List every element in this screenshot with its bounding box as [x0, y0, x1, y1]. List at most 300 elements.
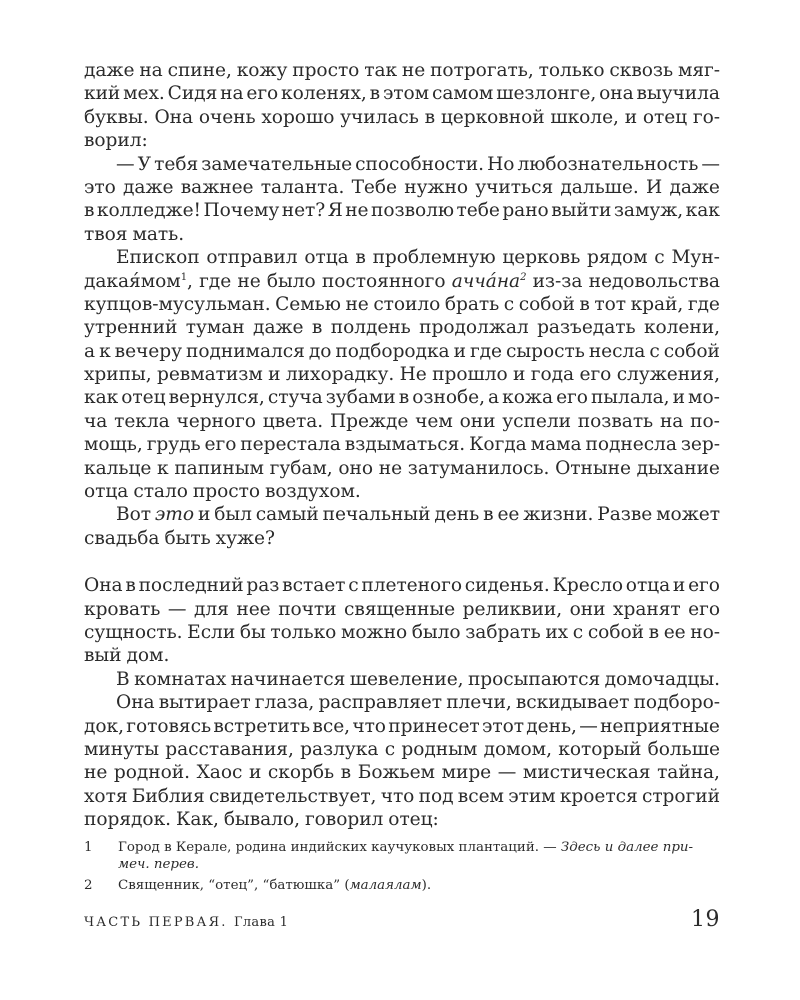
- footnote-ref: 1: [180, 271, 188, 283]
- word: нее: [236, 598, 271, 620]
- word: $ачча́на^2$: [451, 270, 527, 292]
- word: нужно: [404, 176, 469, 198]
- word: тебя: [154, 153, 199, 175]
- word: этом: [382, 83, 430, 105]
- word: в: [340, 762, 352, 784]
- word: Епископ: [116, 247, 200, 269]
- word: шезлонге,: [496, 83, 597, 105]
- word: собой: [587, 621, 644, 643]
- word: не: [345, 293, 369, 315]
- word: домом,: [483, 738, 552, 760]
- word: в: [483, 504, 494, 526]
- part-title: ЧАСТЬ ПЕРВАЯ.: [84, 915, 228, 930]
- word: хуже?: [215, 527, 275, 549]
- word: ознобе,: [412, 387, 485, 409]
- word: ворил:: [84, 130, 148, 152]
- word: даже: [84, 60, 135, 81]
- word: отец:: [388, 809, 439, 831]
- word: мощь,: [84, 434, 143, 456]
- word: его: [688, 575, 720, 597]
- word: а: [488, 387, 500, 409]
- word: позвать: [577, 410, 654, 432]
- word: говорил: [304, 809, 384, 831]
- word: и: [624, 106, 638, 128]
- word: колени,: [643, 317, 720, 339]
- word: кожу: [236, 60, 288, 81]
- word: отца: [625, 575, 671, 597]
- word: Разве: [597, 504, 653, 526]
- footnotes: [84, 839, 720, 894]
- word: док,: [84, 715, 124, 737]
- word: Сидя: [167, 83, 218, 105]
- word: к: [157, 457, 169, 479]
- word: Когда: [469, 434, 527, 456]
- word: и: [453, 340, 466, 362]
- word: домочадцы.: [604, 668, 720, 690]
- word: его: [579, 364, 612, 386]
- word: в: [398, 387, 410, 409]
- word: выйти: [551, 200, 612, 222]
- word: тот: [594, 293, 627, 315]
- word: поднимался: [185, 340, 305, 362]
- word: важнее: [180, 176, 254, 198]
- chapter-title: Глава 1: [233, 915, 289, 930]
- word: к: [99, 340, 111, 362]
- word: с: [348, 575, 359, 597]
- word: на: [659, 410, 684, 432]
- word: стало: [133, 481, 188, 503]
- word: стуча: [267, 387, 323, 409]
- word: кожа: [502, 387, 553, 409]
- text-line: [84, 223, 720, 246]
- word: продолжал: [419, 317, 529, 339]
- footnote-translator-note: Здесь и далее при-: [560, 840, 694, 855]
- word: разлука: [300, 738, 379, 760]
- word: зубами: [325, 387, 396, 409]
- word: —: [579, 715, 598, 737]
- word: в: [84, 200, 95, 222]
- word: бы: [239, 621, 266, 643]
- word: его: [556, 387, 588, 409]
- word: свидетельствует,: [208, 785, 377, 807]
- word: а: [84, 340, 96, 362]
- word: просто: [192, 481, 260, 503]
- word: просто: [292, 60, 360, 81]
- word: и: [248, 762, 262, 784]
- word: не: [84, 762, 108, 784]
- footnote-text-end: ).: [421, 878, 432, 893]
- word: Прежде: [329, 410, 409, 432]
- word: хрипы,: [84, 364, 152, 386]
- word: Тебе: [351, 176, 397, 198]
- word: —: [167, 598, 187, 620]
- word: и: [672, 575, 686, 597]
- word: в: [579, 293, 590, 315]
- word: дальше.: [560, 176, 639, 198]
- word: затуманилось.: [407, 457, 550, 479]
- text-line: [84, 574, 720, 597]
- word: несла: [588, 340, 646, 362]
- word: даже: [253, 317, 304, 339]
- word: рано: [502, 200, 549, 222]
- text-line: [84, 270, 720, 293]
- word: и: [513, 364, 526, 386]
- text-line: [84, 785, 720, 808]
- word: года: [530, 364, 575, 386]
- word: все,: [312, 715, 351, 737]
- word: встает: [282, 575, 346, 597]
- footnote-2: [84, 877, 720, 894]
- word: почти: [278, 598, 337, 620]
- word: перестала: [240, 434, 341, 456]
- word: это: [154, 504, 195, 526]
- word: последний: [138, 575, 244, 597]
- word: реликвии,: [462, 598, 563, 620]
- word: с: [649, 340, 660, 362]
- word: пылала,: [590, 387, 670, 409]
- word: Библия: [131, 785, 205, 807]
- word: Она: [116, 692, 155, 714]
- word: с: [572, 621, 584, 643]
- text-line: [84, 527, 720, 550]
- word: этот: [481, 715, 524, 737]
- word: кроется: [559, 785, 638, 807]
- word: лихорадку.: [285, 364, 395, 386]
- word: на: [139, 60, 163, 81]
- word: просыпаются: [467, 668, 601, 690]
- word: скорбь: [267, 762, 335, 784]
- word: родным: [401, 738, 478, 760]
- word: который: [558, 738, 642, 760]
- word: Вот: [116, 504, 151, 526]
- word: училась: [340, 106, 419, 128]
- text-line: [84, 503, 720, 526]
- word: В: [116, 668, 130, 690]
- text-line: [84, 410, 720, 433]
- word: по-: [690, 410, 720, 432]
- word: как: [685, 200, 720, 222]
- text-line: [84, 106, 720, 129]
- text-line: [84, 129, 720, 152]
- word: минуты: [84, 738, 159, 760]
- word: и: [672, 387, 685, 409]
- word: как: [84, 387, 119, 409]
- word: мистическая: [522, 762, 651, 784]
- word: всем: [457, 785, 504, 807]
- word: где: [199, 270, 232, 292]
- word: чем: [415, 410, 453, 432]
- word: в: [369, 83, 381, 105]
- word: подборо-: [633, 692, 720, 714]
- word: отца: [84, 481, 129, 503]
- word: где: [687, 293, 720, 315]
- word: хотя: [84, 785, 128, 807]
- word: собой: [518, 293, 575, 315]
- word: они: [459, 410, 496, 432]
- word: спине,: [167, 60, 232, 81]
- word: замуж,: [613, 200, 684, 222]
- word: в: [311, 317, 323, 339]
- word: недовольства: [588, 270, 720, 292]
- word: дакая́мом$^1$,: [84, 270, 193, 292]
- word: хранят: [613, 598, 681, 620]
- word: У: [137, 153, 152, 175]
- word: свадьба: [84, 527, 160, 549]
- word: быть: [164, 527, 211, 549]
- word: не: [401, 60, 426, 81]
- word: только: [270, 621, 337, 643]
- word: хорошо: [261, 106, 335, 128]
- text-line: [84, 176, 720, 199]
- word: плетеного: [361, 575, 462, 597]
- text-line: [84, 293, 720, 316]
- word: вернулся,: [168, 387, 265, 409]
- word: Я: [327, 200, 343, 222]
- word: порядок.: [84, 809, 171, 831]
- word: ее: [663, 621, 686, 643]
- text-line: [84, 598, 720, 621]
- word: любознательность: [517, 153, 699, 175]
- word: церковной: [440, 106, 545, 128]
- word: Мун-: [671, 247, 720, 269]
- word: самом: [431, 83, 494, 105]
- word: го-: [692, 106, 720, 128]
- word: шевеление,: [349, 668, 464, 690]
- text-line: [84, 82, 720, 105]
- word: дом.: [126, 645, 170, 667]
- word: очень: [198, 106, 256, 128]
- footnote-1: [84, 839, 720, 873]
- word: даже: [669, 176, 720, 198]
- word: ревматизм: [157, 364, 263, 386]
- word: она: [599, 83, 634, 105]
- word: церковь: [502, 247, 581, 269]
- word: зер-: [680, 434, 720, 456]
- word: его: [688, 598, 720, 620]
- word: черного: [176, 410, 256, 432]
- word: самый: [255, 504, 319, 526]
- word: купцов-мусульман.: [84, 293, 271, 315]
- word: коленях,: [281, 83, 367, 105]
- word: для: [193, 598, 229, 620]
- word: оно: [338, 457, 374, 479]
- text-line: [84, 621, 720, 644]
- word: И: [646, 176, 663, 198]
- word: край,: [630, 293, 684, 315]
- word: из-за: [532, 270, 583, 292]
- text-line: [84, 457, 720, 480]
- text-line: [84, 808, 720, 831]
- word: мо-: [688, 387, 720, 409]
- word: дыхание: [636, 457, 720, 479]
- word: встретить: [213, 715, 311, 737]
- word: нет?: [281, 200, 326, 222]
- word: Она: [154, 106, 194, 128]
- word: жизни.: [523, 504, 594, 526]
- text-line: [84, 691, 720, 714]
- text-line: [84, 433, 720, 456]
- word: Кресло: [552, 575, 623, 597]
- word: отца: [304, 247, 349, 269]
- word: только: [538, 60, 605, 81]
- text-line: [84, 199, 720, 222]
- text-line: [84, 480, 720, 503]
- word: что: [380, 785, 415, 807]
- word: строгий: [641, 785, 720, 807]
- word: служения,: [616, 364, 720, 386]
- main-text: [84, 59, 720, 832]
- word: потрогать,: [430, 60, 534, 81]
- word: в: [424, 106, 436, 128]
- word: было: [411, 621, 461, 643]
- word: его: [246, 83, 279, 105]
- text-line: [84, 715, 720, 738]
- word: Не: [399, 364, 427, 386]
- footnote-number: 2: [84, 878, 93, 893]
- text-line: [84, 644, 720, 667]
- word: тайна,: [657, 762, 720, 784]
- running-head: [84, 915, 288, 930]
- word: Божьем: [357, 762, 435, 784]
- word: родной.: [113, 762, 190, 784]
- word: учиться: [475, 176, 554, 198]
- word: —: [701, 153, 720, 175]
- footnote-text: Священник, “отец”, “батюшка” (: [118, 878, 350, 893]
- word: Она: [84, 575, 123, 597]
- word: отец: [121, 387, 166, 409]
- word: готовясь: [126, 715, 212, 737]
- text-line: [84, 761, 720, 784]
- text-line: [84, 340, 720, 363]
- word: отец: [642, 106, 688, 128]
- word: стоило: [373, 293, 441, 315]
- word: Семью: [275, 293, 341, 315]
- word: полдень: [330, 317, 411, 339]
- word: проблемную: [372, 247, 496, 269]
- word: ее: [497, 504, 520, 526]
- text-line: [84, 316, 720, 339]
- word: так: [364, 60, 398, 81]
- word: где: [469, 340, 502, 362]
- word: Отныне: [555, 457, 631, 479]
- text-line: [84, 246, 720, 269]
- footnote-text: Город в Керале, родина индийских каучуковых плантаций. —: [118, 840, 557, 855]
- word: был: [214, 504, 252, 526]
- word: тебе: [456, 200, 500, 222]
- word: с: [503, 293, 515, 315]
- word: мяг-: [677, 60, 720, 81]
- word: на: [220, 83, 244, 105]
- word: расправляет: [318, 692, 442, 714]
- word: —: [497, 762, 517, 784]
- word: цвета.: [262, 410, 324, 432]
- footnote-ref: 2: [520, 271, 527, 283]
- word: день,: [526, 715, 577, 737]
- word: вечеру: [114, 340, 182, 362]
- word: прошло: [432, 364, 508, 386]
- word: мире: [441, 762, 492, 784]
- word: подбородка: [335, 340, 450, 362]
- word: губам,: [269, 457, 333, 479]
- word: грудь: [146, 434, 201, 456]
- word: в: [355, 247, 366, 269]
- text-line: [84, 59, 720, 82]
- word: священные: [344, 598, 456, 620]
- word: не: [345, 200, 369, 222]
- word: и: [268, 364, 281, 386]
- word: постоянного: [321, 270, 446, 292]
- word: отправил: [206, 247, 298, 269]
- word: не: [237, 270, 261, 292]
- word: успели: [502, 410, 571, 432]
- footnote-number: 1: [84, 840, 93, 855]
- word: больше: [647, 738, 720, 760]
- text-line: [84, 153, 720, 176]
- word: и: [197, 504, 211, 526]
- word: поднесла: [585, 434, 677, 456]
- word: мать.: [132, 223, 185, 245]
- word: даже: [123, 176, 174, 198]
- word: бывало,: [223, 809, 300, 831]
- word: таланта.: [260, 176, 345, 198]
- word: можно: [340, 621, 408, 643]
- word: глаза,: [254, 692, 315, 714]
- word: Как,: [176, 809, 219, 831]
- word: ча: [84, 410, 108, 432]
- word: сиденья.: [464, 575, 550, 597]
- word: текла: [114, 410, 170, 432]
- word: сущность.: [84, 621, 183, 643]
- word: вскидывает: [515, 692, 630, 714]
- word: комнатах: [134, 668, 227, 690]
- word: рядом: [587, 247, 648, 269]
- word: их: [545, 621, 569, 643]
- word: забрать: [465, 621, 541, 643]
- word: день: [434, 504, 480, 526]
- word: брать: [444, 293, 500, 315]
- word: вый: [84, 645, 122, 667]
- word: Но: [487, 153, 515, 175]
- word: колледже!: [96, 200, 201, 222]
- word: собой: [663, 340, 720, 362]
- word: выучила: [636, 83, 720, 105]
- word: плечи,: [446, 692, 512, 714]
- word: в: [125, 575, 136, 597]
- word: буквы.: [84, 106, 149, 128]
- word: Если: [187, 621, 236, 643]
- word: до: [308, 340, 332, 362]
- word: с: [384, 738, 396, 760]
- page-footer: [84, 907, 720, 932]
- word: сырость: [506, 340, 585, 362]
- word: в: [648, 621, 660, 643]
- word: печальный: [322, 504, 431, 526]
- word: раз: [246, 575, 280, 597]
- word: его: [204, 434, 237, 456]
- word: воздухом.: [264, 481, 361, 503]
- word: было: [266, 270, 316, 292]
- word: способности.: [355, 153, 484, 175]
- text-line: [84, 363, 720, 386]
- word: кровать: [84, 598, 161, 620]
- text-line: [84, 386, 720, 409]
- text-line: [84, 668, 720, 691]
- word: твоя: [84, 223, 128, 245]
- word: с: [654, 247, 665, 269]
- word: туман: [185, 317, 245, 339]
- word: утренний: [84, 317, 178, 339]
- word: позволю: [370, 200, 455, 222]
